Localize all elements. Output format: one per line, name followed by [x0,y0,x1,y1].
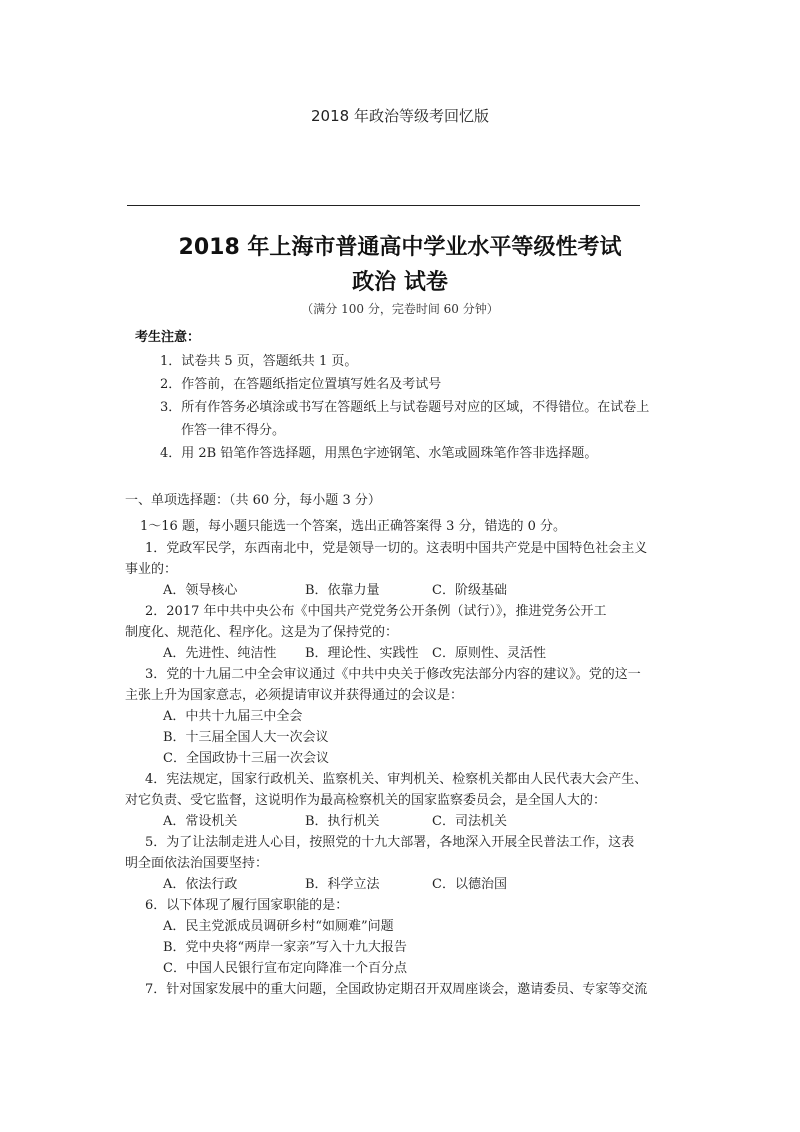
exam-subtitle: 政治 试卷 [352,270,448,295]
option-a: A．常设机关 [163,814,238,829]
option-b: B．科学立法 [305,877,380,892]
notice-item: 1．试卷共 5 页，答题纸共 1 页。 [160,354,358,369]
question-text: 事业的： [125,562,178,577]
notice-item: 2．作答前，在答题纸指定位置填写姓名及考试号 [160,377,442,392]
title-divider [127,205,640,206]
option-c: C．原则性、灵活性 [432,646,546,661]
option-b: B．十三届全国人大一次会议 [163,730,329,745]
section-instruction: 1～16 题，每小题只能选一个答案，选出正确答案得 3 分，错选的 0 分。 [140,519,567,534]
notice-heading: 考生注意： [135,330,201,345]
notice-item-continuation: 作答一律不得分。 [181,423,286,438]
option-c: C．司法机关 [432,814,507,829]
question-text: 7．针对国家发展中的重大问题，全国政协定期召开双周座谈会，邀请委员、专家等交流 [145,982,648,997]
option-a: A．依法行政 [163,877,238,892]
option-b: B．依靠力量 [305,583,380,598]
option-b: B．执行机关 [305,814,380,829]
option-a: A．中共十九届三中全会 [163,709,303,724]
question-text: 1．党政军民学，东西南北中，党是领导一切的。这表明中国共产党是中国特色社会主义 [145,541,648,556]
option-b: B．党中央将“两岸一家亲”写入十九大报告 [163,940,407,955]
option-a: A．民主党派成员调研乡村“如厕难”问题 [163,919,394,934]
notice-item: 3．所有作答务必填涂或书写在答题纸上与试卷题号对应的区域，不得错位。在试卷上 [160,400,650,415]
option-c: C．中国人民银行宣布定向降准一个百分点 [163,961,407,976]
header-note: 2018 年政治等级考回忆版 [311,107,489,125]
option-b: B．理论性、实践性 [305,646,419,661]
question-text: 明全面依法治国要坚持： [125,856,269,871]
notice-item: 4．用 2B 铅笔作答选择题，用黑色字迹钢笔、水笔或圆珠笔作答非选择题。 [160,446,598,461]
option-c: C．阶级基础 [432,583,507,598]
option-a: A．领导核心 [163,583,238,598]
option-a: A．先进性、纯洁性 [163,646,277,661]
section-title: 一、单项选择题：（共 60 分，每小题 3 分） [125,493,381,508]
option-c: C．全国政协十三届一次会议 [163,751,329,766]
exam-title: 2018 年上海市普通高中学业水平等级性考试 [178,235,622,260]
question-text: 主张上升为国家意志，必须提请审议并获得通过的会议是： [125,688,464,703]
question-text: 2．2017 年中共中央公布《中国共产党党务公开条例（试行）》，推进党务公开工 [145,604,607,619]
option-c: C．以德治国 [432,877,507,892]
question-text: 5．为了让法制走进人心目，按照党的十九大部署，各地深入开展全民普法工作，这表 [145,835,635,850]
question-text: 制度化、规范化、程序化。这是为了保持党的： [125,625,399,640]
question-text: 4．宪法规定，国家行政机关、监察机关、审判机关、检察机关都由人民代表大会产生、 [145,772,648,787]
question-text: 对它负责、受它监督，这说明作为最高检察机关的国家监察委员会，是全国人大的： [125,793,607,808]
question-text: 3．党的十九届二中全会审议通过《中共中央关于修改宪法部分内容的建议》。党的这一 [145,667,641,682]
score-note: （满分 100 分，完卷时间 60 分钟） [301,302,499,316]
question-text: 6．以下体现了履行国家职能的是： [145,898,349,913]
